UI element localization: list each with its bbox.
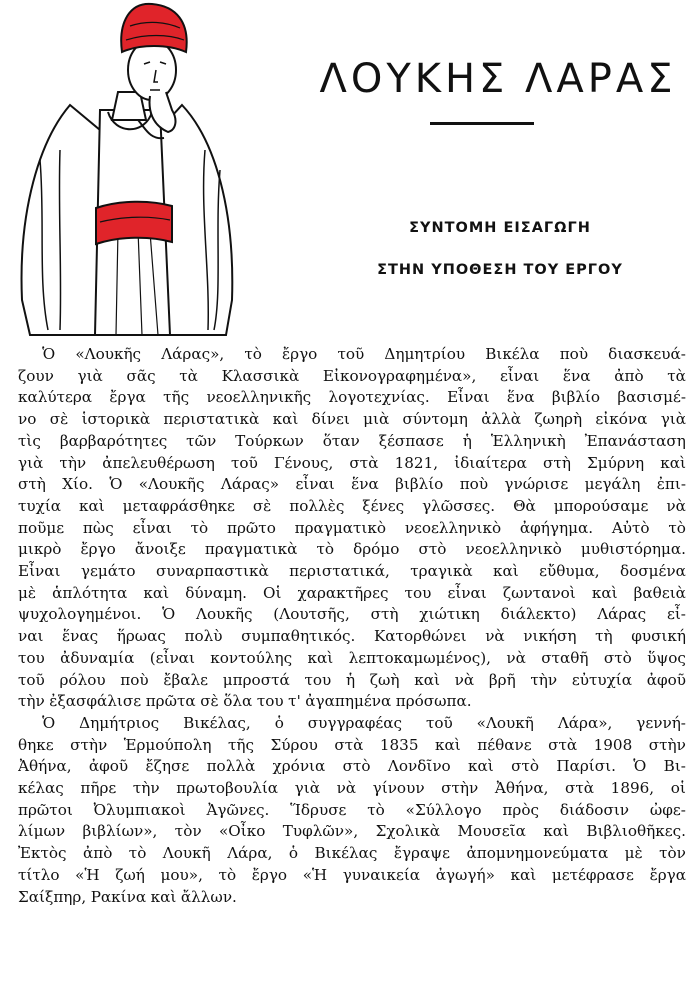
body-text (18, 344, 686, 908)
text-line: τὶς βαρβαρότητες τῶν Τούρκων ὅταν ξέσπασε ἡ Ἑλληνικὴ Ἐπανάσταση (18, 431, 686, 450)
subtitle-line-1: ΣΥΝΤΟΜΗ ΕΙΣΑΓΩΓΗ (409, 220, 591, 236)
page-title: ΛΟΥΚΗΣ ΛΑΡΑΣ (319, 56, 677, 102)
text-line: πρῶτοι Ὀλυμπιακοὶ Ἀγῶνες. Ἵδρυσε τὸ «Σύλλογο πρὸς διάδοσιν ὠφε- (18, 800, 686, 819)
text-line: λίμων βιβλίων», τὸν «Οἶκο Τυφλῶν», Σχολικὰ Μουσεῖα καὶ Βιβλιοθῆκες. (18, 822, 686, 841)
text-line: Ὁ Δημήτριος Βικέλας, ὁ συγγραφέας τοῦ «Λουκῆ Λάρα», γεννή- (18, 713, 686, 732)
text-line: γιὰ τὴν ἀπελευθέρωση τοῦ Γένους, στὰ 1821, ἰδιαίτερα στὴ Σμύρνη καὶ (18, 453, 686, 472)
text-line: τοῦ ρόλου ποὺ ἔβαλε μπροστά του ἡ ζωὴ καὶ νὰ βρῆ τὴν εὐτυχία ἀφοῦ (18, 670, 686, 689)
text-line: Εἶναι γεμάτο συναρπαστικὰ περιστατικά, τραγικὰ καὶ εὔθυμα, δοσμένα (18, 562, 686, 581)
text-line: Σαίξπηρ, Ρακίνα καὶ ἄλλων. (18, 887, 237, 906)
text-line: νο σὲ ἱστορικὰ περιστατικὰ καὶ δίνει μιὰ σύντομη ἀλλὰ ζωηρὴ εἰκόνα γιὰ (18, 410, 686, 429)
text-line: θηκε στὴν Ἑρμούπολη τῆς Σύρου στὰ 1835 καὶ πέθανε στὰ 1908 στὴν (18, 735, 686, 754)
text-line: τὴν ἐξασφάλισε πρῶτα σὲ ὅλα του τ' ἀγαπημένα πρόσωπα. (18, 692, 472, 711)
text-line: Ὁ «Λουκῆς Λάρας», τὸ ἔργο τοῦ Δημητρίου Βικέλα ποὺ διασκευά- (18, 345, 686, 363)
turbaned-man-illustration (0, 0, 240, 338)
text-line: μὲ ἁπλότητα καὶ δύναμη. Οἱ χαρακτῆρες του εἶναι ζωντανοὶ καὶ βαθειὰ (18, 583, 686, 602)
text-line: καλύτερα ἔργα τῆς νεοελληνικῆς λογοτεχνίας. Εἶναι ἕνα βιβλίο βασισμέ- (18, 388, 686, 407)
text-line: κέλας πῆρε τὴν πρωτοβουλία γιὰ νὰ γίνουν στὴν Ἀθήνα, στὰ 1896, οἱ (18, 779, 686, 798)
text-line: τίτλο «Ἡ ζωή μου», τὸ ἔργο «Ἡ γυναικεία ἀγωγή» καὶ μετέφρασε ἔργα (18, 865, 686, 884)
text-line: Ἀθήνα, ἀφοῦ ἔζησε πολλὰ χρόνια στὸ Λονδῖνο καὶ στὸ Παρίσι. Ὁ Βι- (18, 757, 686, 776)
text-line: στὴ Χίο. Ὁ «Λουκῆς Λάρας» εἶναι ἕνα βιβλίο ποὺ γνώρισε μεγάλη ἐπι- (18, 475, 686, 494)
text-line: του ἀδυναμία (εἶναι κοντούλης καὶ λεπτοκαμωμένος), νὰ σταθῆ στὸ ὕψος (18, 648, 686, 667)
subtitle-line-2: ΣΤΗΝ ΥΠΟΘΕΣΗ ΤΟΥ ΕΡΓΟΥ (377, 262, 623, 278)
text-line: ζουν γιὰ σᾶς τὰ Κλασσικὰ Εἰκονογραφημένα», εἶναι ἕνα ἀπὸ τὰ (18, 366, 686, 385)
text-line: ποῦμε πὼς εἶναι τὸ πρῶτο πραγματικὸ νεοελληνικὸ ἀφήγημα. Αὐτὸ τὸ (18, 518, 686, 537)
text-line: ψυχολογημένοι. Ὁ Λουκῆς (Λουτσῆς, στὴ χιώτικη διάλεκτο) Λάρας εἶ- (18, 605, 686, 624)
text-line: ναι ἕνας ἥρωας πολὺ συμπαθητικός. Κατορθώνει νὰ νικήση τὴ φυσική (18, 627, 686, 646)
text-line: Ἐκτὸς ἀπὸ τὸ Λουκῆ Λάρα, ὁ Βικέλας ἔγραψε ἀπομνημονεύματα μὲ τὸν (18, 844, 686, 863)
title-divider (430, 122, 534, 125)
text-line: μικρὸ ἔργο ἄνοιξε πραγματικὰ τὸ δρόμο στὸ νεοελληνικὸ μυθιστόρημα. (18, 540, 686, 559)
text-line: τυχία καὶ μεταφράσθηκε σὲ πολλὲς ξένες γλῶσσες. Θὰ μπορούσαμε νὰ (18, 496, 686, 515)
